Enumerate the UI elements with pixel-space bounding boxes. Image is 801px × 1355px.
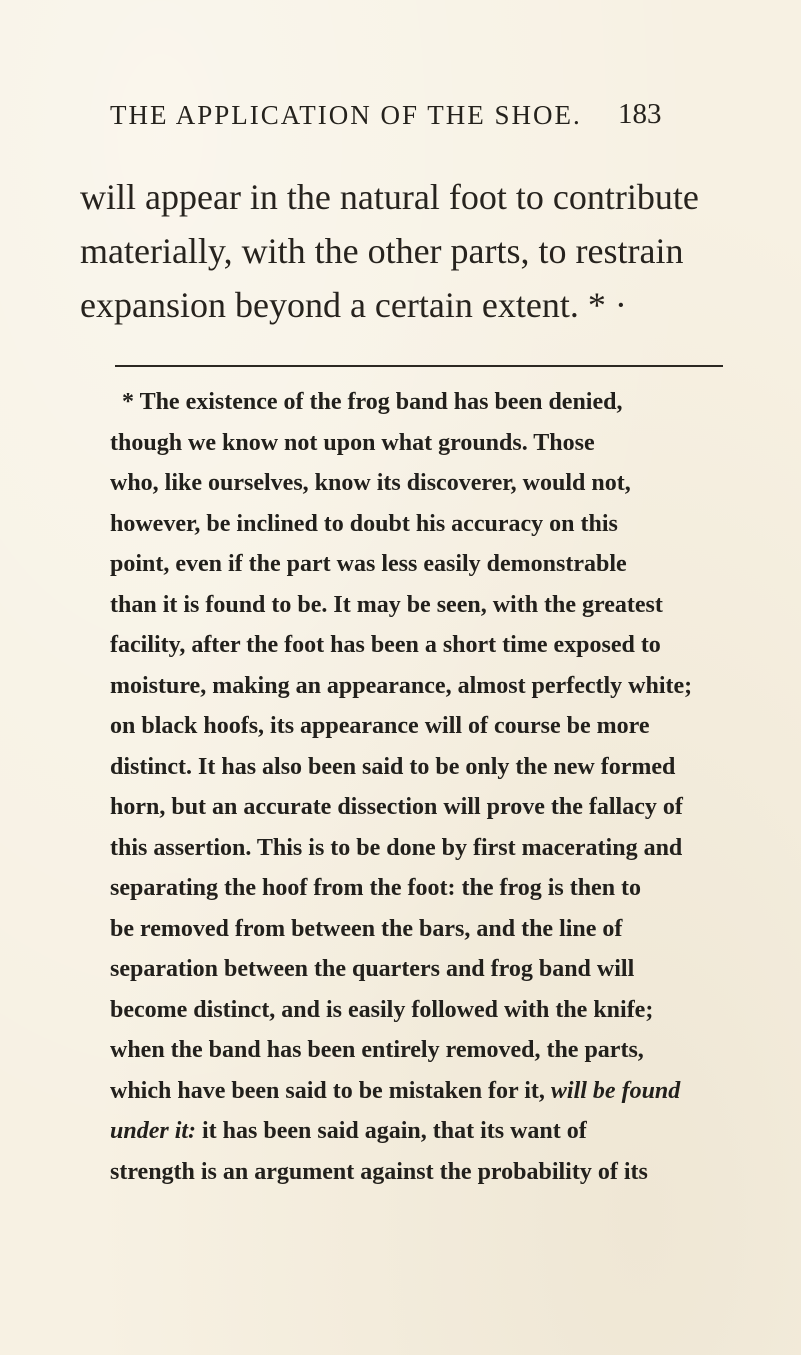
footnote-line: separation between the quarters and frog band will	[110, 956, 635, 982]
footnote-line: * The existence of the frog band has been denied,	[122, 389, 623, 415]
footnote-line: strength is an argument against the probability of its	[110, 1158, 648, 1185]
footnote	[110, 382, 750, 1192]
footnote-line: distinct. It has also been said to be only the new formed	[110, 753, 676, 780]
footnote-line: this assertion. This is to be done by first macerating and	[110, 834, 683, 861]
body-line: materially, with the other parts, to restrain	[80, 231, 684, 271]
footnote-line: point, even if the part was less easily demonstrable	[110, 551, 627, 577]
footnote-line-with-italic	[110, 1071, 750, 1112]
footnote-line: when the band has been entirely removed, the parts,	[110, 1037, 644, 1063]
footnote-text-segment: which have been said to be mistaken for it,	[110, 1077, 545, 1104]
footnote-line: who, like ourselves, know its discoverer, would not,	[110, 470, 631, 496]
footnote-line-with-italic	[110, 1111, 750, 1152]
italic-phrase: under it:	[110, 1118, 197, 1144]
body-line: will appear in the natural foot to contribute	[80, 177, 699, 217]
footnote-line: horn, but an accurate dissection will prove the fallacy of	[110, 794, 683, 820]
page-number: 183	[618, 98, 662, 130]
running-title: THE APPLICATION OF THE SHOE.	[110, 100, 582, 130]
footnote-text-segment: it has been said again, that its want of	[202, 1118, 587, 1144]
footnote-line: become distinct, and is easily followed with the knife;	[110, 996, 654, 1023]
footnote-line: than it is found to be. It may be seen, with the greatest	[110, 591, 663, 618]
main-paragraph	[80, 170, 730, 332]
italic-phrase: will be found	[550, 1077, 681, 1104]
body-line: expansion beyond a certain extent. * ·	[80, 285, 627, 325]
footnote-line: however, be inclined to doubt his accuracy on this	[110, 510, 618, 537]
footnote-line: be removed from between the bars, and the line of	[110, 915, 623, 942]
footnote-line: facility, after the foot has been a short time exposed to	[110, 632, 661, 658]
footnote-line: though we know not upon what grounds. Those	[110, 429, 595, 456]
footnote-line: moisture, making an appearance, almost perfectly white;	[110, 672, 693, 699]
footnote-divider	[115, 365, 723, 367]
footnote-line: on black hoofs, its appearance will of course be more	[110, 713, 650, 739]
footnote-line: separating the hoof from the foot: the frog is then to	[110, 875, 642, 901]
